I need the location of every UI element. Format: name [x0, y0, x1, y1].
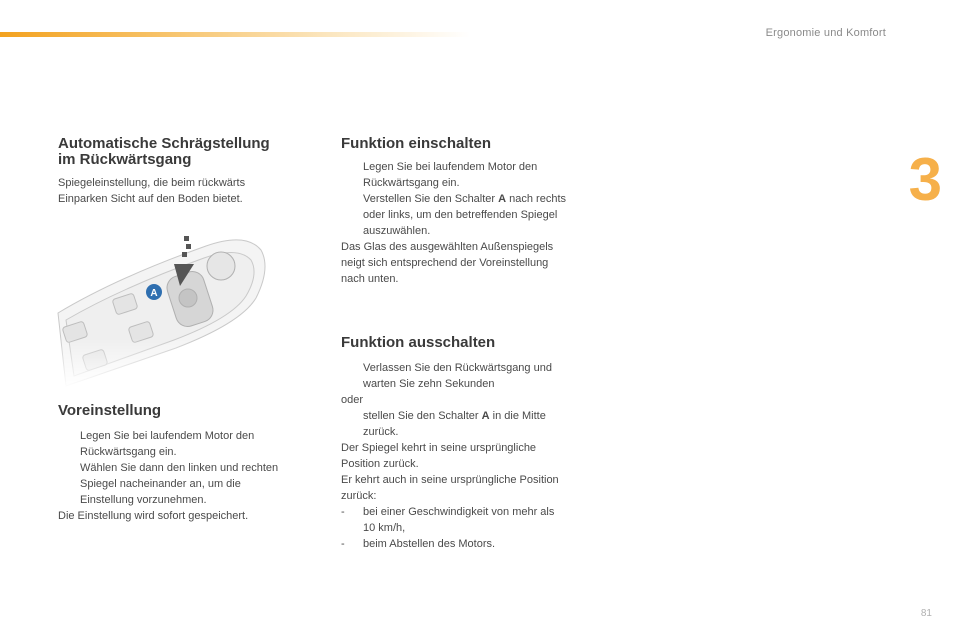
left-title-line2: im Rückwärtsgang — [58, 151, 192, 168]
off-para1-line2: Position zurück. — [341, 458, 419, 470]
cond1-line1: bei einer Geschwindigkeit von mehr als — [363, 506, 555, 518]
door-switch-illustration — [56, 228, 281, 388]
chapter-number: 3 — [908, 146, 942, 213]
page-number: 81 — [920, 608, 932, 619]
step2-line2: Spiegel nacheinander an, um die — [80, 478, 241, 490]
condition-item-2 — [341, 536, 611, 552]
on-para-line1: Das Glas des ausgewählten Außenspiegels — [341, 241, 554, 253]
label-a-text: A — [150, 288, 158, 299]
header-accent-bar — [0, 32, 470, 37]
off-para1-line1: Der Spiegel kehrt in seine ursprüngliche — [341, 442, 537, 454]
switch-a-ref: A — [481, 410, 490, 422]
return-paragraph — [341, 440, 611, 504]
section-title: Ergonomie und Komfort — [765, 27, 886, 39]
presetting-title: Voreinstellung — [58, 402, 162, 419]
step1-line2: Rückwärtsgang ein. — [80, 446, 177, 458]
presetting-note: Die Einstellung wird sofort gespeichert. — [58, 510, 249, 522]
activate-section — [341, 136, 611, 287]
on-step1-line1: Legen Sie bei laufendem Motor den — [363, 161, 538, 173]
activate-title: Funktion einschalten — [341, 135, 492, 152]
dash-marker: - — [341, 538, 345, 550]
presetting-section — [58, 403, 318, 524]
presetting-step-1 — [58, 428, 318, 460]
dash-marker: - — [341, 506, 345, 518]
off-step2-text-b: in die Mitte — [489, 410, 546, 422]
on-step2-text-b: nach rechts — [506, 193, 567, 205]
on-step2-line2: oder links, um den betreffenden Spiegel — [363, 209, 558, 221]
or-text: oder — [341, 394, 364, 406]
activate-paragraph — [341, 239, 611, 287]
on-para-line3: nach unten. — [341, 273, 399, 285]
deactivate-section — [341, 335, 611, 552]
step2-line3: Einstellung vorzunehmen. — [80, 494, 207, 506]
on-step1-line2: Rückwärtsgang ein. — [363, 177, 460, 189]
intro-line2: Einparken Sicht auf den Boden bietet. — [58, 193, 243, 205]
activate-step-1 — [341, 159, 611, 191]
intro-line1: Spiegeleinstellung, die beim rückwärts — [58, 177, 246, 189]
cond1-line2: 10 km/h, — [363, 522, 406, 534]
deactivate-title: Funktion ausschalten — [341, 334, 496, 351]
activate-step-2 — [341, 191, 611, 239]
off-para2-line2: zurück: — [341, 490, 377, 502]
step1-line1: Legen Sie bei laufendem Motor den — [80, 430, 255, 442]
left-title-line1: Automatische Schrägstellung — [58, 135, 270, 152]
presetting-step-2 — [58, 460, 318, 508]
cond2-line1: beim Abstellen des Motors. — [363, 538, 496, 550]
off-step2-text-a: stellen Sie den Schalter — [363, 410, 482, 422]
step2-line1: Wählen Sie dann den linken und rechten — [80, 462, 279, 474]
switch-a-ref: A — [498, 193, 507, 205]
deactivate-step-1 — [341, 360, 611, 392]
on-para-line2: neigt sich entsprechend der Voreinstellung — [341, 257, 549, 269]
off-step2-line2: zurück. — [363, 426, 399, 438]
left-intro-text — [58, 175, 308, 207]
deactivate-step-2 — [341, 408, 611, 440]
off-para2-line1: Er kehrt auch in seine ursprüngliche Position — [341, 474, 559, 486]
condition-item-1 — [341, 504, 611, 536]
left-title — [58, 136, 308, 168]
on-step2-line3: auszuwählen. — [363, 225, 431, 237]
off-step1-line1: Verlassen Sie den Rückwärtsgang und — [363, 362, 552, 374]
on-step2-text-a: Verstellen Sie den Schalter — [363, 193, 499, 205]
left-intro — [58, 136, 308, 207]
off-step1-line2: warten Sie zehn Sekunden — [363, 378, 495, 390]
